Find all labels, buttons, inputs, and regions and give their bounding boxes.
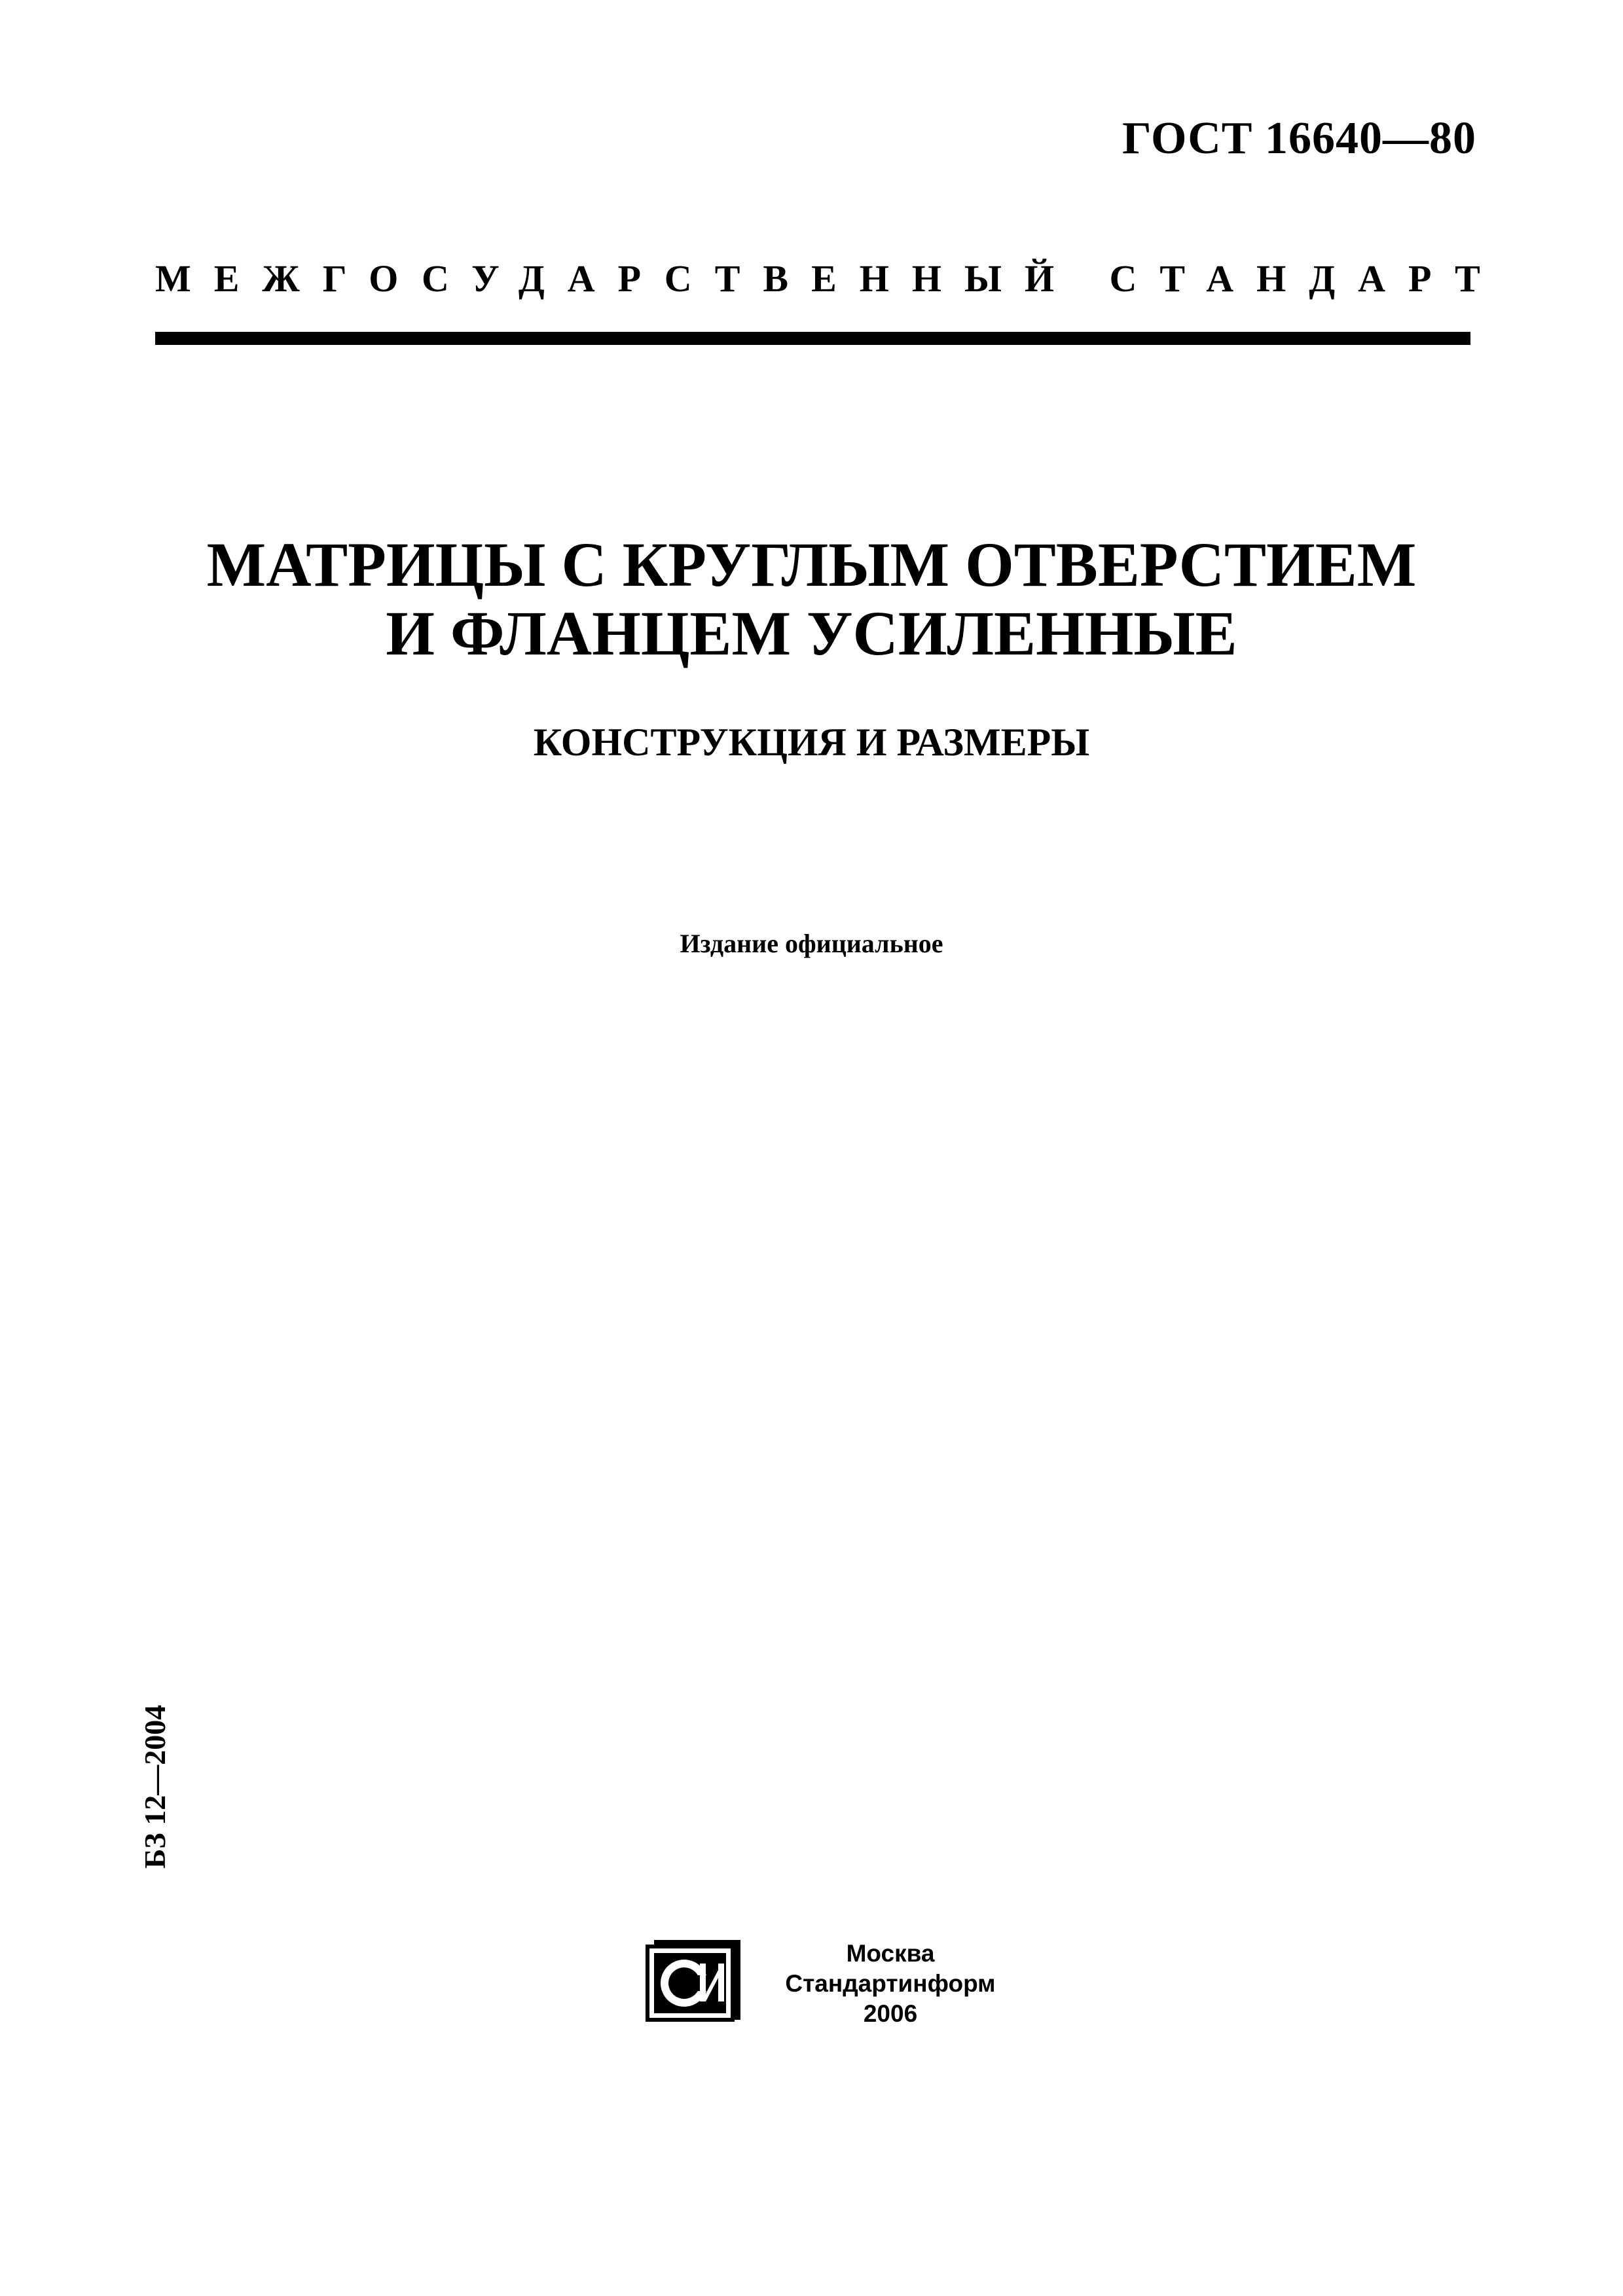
edition-note: Издание официальное (680, 929, 943, 958)
header-rule (155, 332, 1470, 345)
document-subtitle: КОНСТРУКЦИЯ И РАЗМЕРЫ (533, 721, 1090, 764)
standard-type-heading: МЕЖГОСУДАРСТВЕННЫЙ СТАНДАРТ (155, 257, 1503, 300)
publication-year: 2006 (863, 2000, 918, 2027)
publisher-imprint (766, 1939, 1015, 2029)
publisher-city: Москва (846, 1940, 935, 1967)
document-number: ГОСТ 16640—80 (1122, 113, 1476, 164)
title-line-2: И ФЛАНЦЕМ УСИЛЕННЫЕ (386, 598, 1237, 668)
registry-code: БЗ 12—2004 (138, 1704, 172, 1869)
document-title (0, 530, 1623, 668)
publisher-name: Стандартинформ (785, 1970, 996, 1997)
title-line-1: МАТРИЦЫ С КРУГЛЫМ ОТВЕРСТИЕМ (206, 529, 1417, 600)
publisher-logo (645, 1937, 743, 2022)
